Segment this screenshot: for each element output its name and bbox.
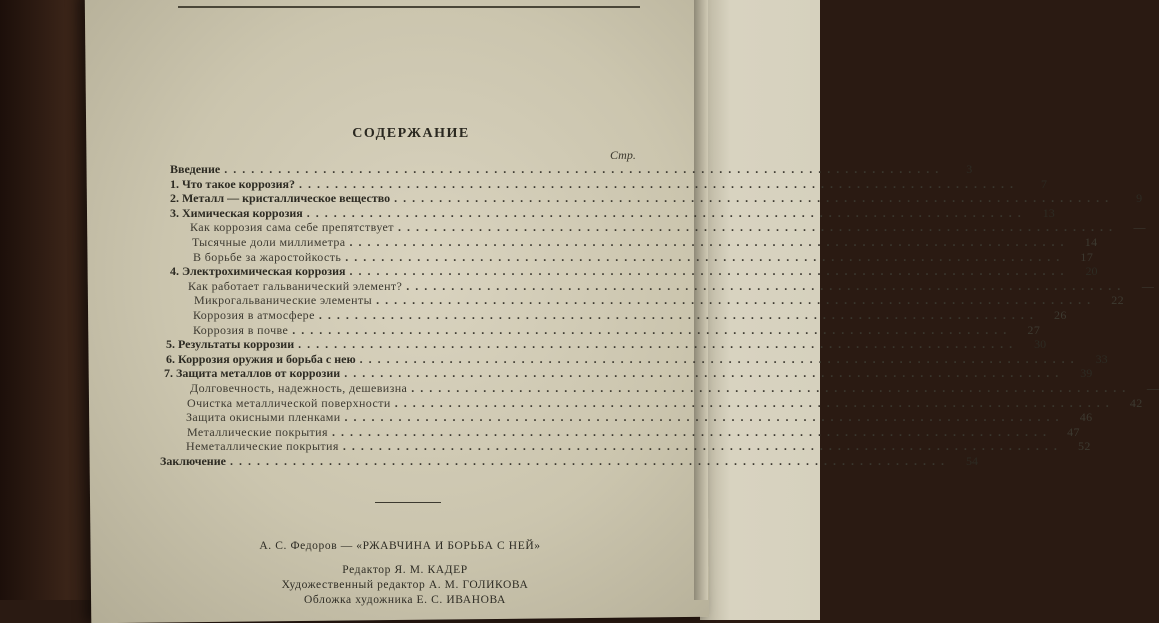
- imprint-cover: Обложка художника Е. С. ИВАНОВА: [304, 594, 506, 606]
- toc-entry-title: 5. Результаты коррозии: [166, 337, 295, 352]
- toc-entry-page: 46: [1079, 410, 1093, 425]
- toc-entry-page: 22: [1111, 293, 1125, 308]
- toc-entry-title: 4. Электрохимическая коррозия: [170, 264, 346, 279]
- dot-leader: ................................................................................: [229, 454, 950, 468]
- dot-leader: ................................................................................: [376, 293, 1097, 308]
- toc-entry-title: 2. Металл — кристаллическое вещество: [170, 191, 391, 206]
- toc-entry: [170, 191, 1143, 206]
- toc-entry-page: —: [1146, 381, 1159, 395]
- toc-entry: [190, 220, 1146, 235]
- toc-entry-title: Долговечность, надежность, дешевизна: [190, 381, 408, 395]
- toc-entry-page: 42: [1129, 395, 1143, 410]
- toc-entry-title: Заключение: [160, 454, 226, 468]
- dot-leader: ................................................................................: [344, 410, 1065, 425]
- toc-entry: [170, 205, 1055, 220]
- dot-leader: ................................................................................: [318, 308, 1039, 322]
- toc-entry: [193, 322, 1041, 337]
- toc-entry: [170, 162, 973, 176]
- dot-leader: ................................................................................: [298, 337, 1019, 352]
- toc-entry-title: Защита окисными пленками: [186, 410, 341, 425]
- toc-entry-title: Коррозия в атмосфере: [193, 308, 315, 322]
- toc-entry-page: 17: [1080, 249, 1094, 264]
- toc-entry: [164, 366, 1093, 381]
- toc-entry-page: 20: [1085, 264, 1098, 279]
- toc-entry-page: 14: [1084, 235, 1098, 249]
- imprint-editor: Редактор Я. М. КАДЕР: [342, 564, 468, 576]
- dot-leader: ................................................................................: [344, 366, 1065, 381]
- toc-entry-title: Как работает гальванический элемент?: [188, 278, 403, 293]
- toc-entry-page: —: [1141, 278, 1155, 293]
- toc-entry: [187, 424, 1080, 439]
- toc-entry-title: Неметаллические покрытия: [186, 439, 339, 454]
- toc-entry: [186, 439, 1091, 454]
- toc-entry: [193, 308, 1067, 322]
- toc-entry: [192, 235, 1098, 249]
- page-column-label: Стр.: [610, 148, 636, 162]
- toc-entry: [187, 395, 1143, 410]
- toc-entry-page: 9: [1136, 191, 1143, 206]
- dot-leader: ................................................................................: [292, 322, 1013, 337]
- toc-entry: [186, 410, 1093, 425]
- imprint-art-editor: Художественный редактор А. М. ГОЛИКОВА: [281, 579, 529, 591]
- toc-entry: [193, 249, 1094, 264]
- dot-leader: ................................................................................: [345, 249, 1066, 264]
- toc-entry-title: Металлические покрытия: [187, 424, 328, 439]
- toc-entry: [190, 381, 1159, 395]
- toc-entry: [194, 293, 1125, 308]
- dot-leader: ................................................................................: [394, 395, 1115, 410]
- toc-entry-title: 6. Коррозия оружия и борьба с нею: [166, 351, 356, 366]
- toc-entry-page: 7: [1041, 176, 1047, 191]
- dot-leader: ................................................................................: [397, 220, 1118, 235]
- toc-entry-title: Как коррозия сама себе препятствует: [190, 220, 394, 235]
- toc-entry-title: Введение: [170, 162, 221, 176]
- toc-entry-page: 54: [965, 454, 978, 468]
- toc-entry: [160, 454, 978, 468]
- toc-entry-page: —: [1133, 220, 1146, 235]
- toc-entry-page: 39: [1080, 366, 1093, 381]
- dot-leader: ................................................................................: [306, 205, 1027, 220]
- toc-entry-page: 26: [1054, 308, 1067, 322]
- toc-entry-page: 27: [1027, 322, 1041, 337]
- dot-leader: ................................................................................: [224, 162, 945, 176]
- toc-entry: [170, 264, 1098, 279]
- imprint-author-title: А. С. Федоров — «РЖАВЧИНА И БОРЬБА С НЕЙ»: [259, 540, 541, 552]
- toc-entry: [170, 176, 1047, 191]
- toc-entry-page: 13: [1042, 205, 1055, 220]
- toc-entry-title: Тысячные доли миллиметра: [192, 235, 346, 249]
- toc-entry-page: 30: [1034, 337, 1047, 352]
- toc-entry: [166, 337, 1047, 352]
- toc-entry-title: Коррозия в почве: [193, 322, 289, 337]
- dot-leader: ................................................................................: [411, 381, 1132, 395]
- dot-leader: ................................................................................: [342, 439, 1063, 454]
- contents-heading: СОДЕРЖАНИЕ: [352, 126, 470, 141]
- toc-entry-title: 1. Что такое коррозия?: [170, 176, 295, 191]
- toc-entry-page: 52: [1078, 439, 1091, 454]
- toc-entry: [188, 278, 1155, 293]
- top-rule: [178, 0, 640, 8]
- toc-entry-title: Микрогальванические элементы: [194, 293, 373, 308]
- toc-entry-title: В борьбе за жаростойкость: [193, 249, 342, 264]
- toc-entry-page: 47: [1067, 424, 1080, 439]
- separator-rule: [375, 502, 441, 503]
- toc-entry-title: 7. Защита металлов от коррозии: [164, 366, 341, 381]
- toc-entry-title: 3. Химическая коррозия: [170, 205, 303, 220]
- dot-leader: ................................................................................: [299, 176, 1019, 191]
- toc-entry-page: 33: [1095, 351, 1108, 366]
- toc-entry: [166, 351, 1108, 366]
- toc-entry-title: Очистка металлической поверхности: [187, 395, 391, 410]
- dot-leader: ................................................................................: [406, 278, 1127, 293]
- dot-leader: ................................................................................: [331, 424, 1052, 439]
- dot-leader: ................................................................................: [359, 351, 1080, 366]
- toc-entry-page: 3: [966, 162, 973, 176]
- dot-leader: ................................................................................: [394, 191, 1115, 206]
- dot-leader: ................................................................................: [349, 235, 1070, 249]
- dot-leader: ................................................................................: [349, 264, 1070, 279]
